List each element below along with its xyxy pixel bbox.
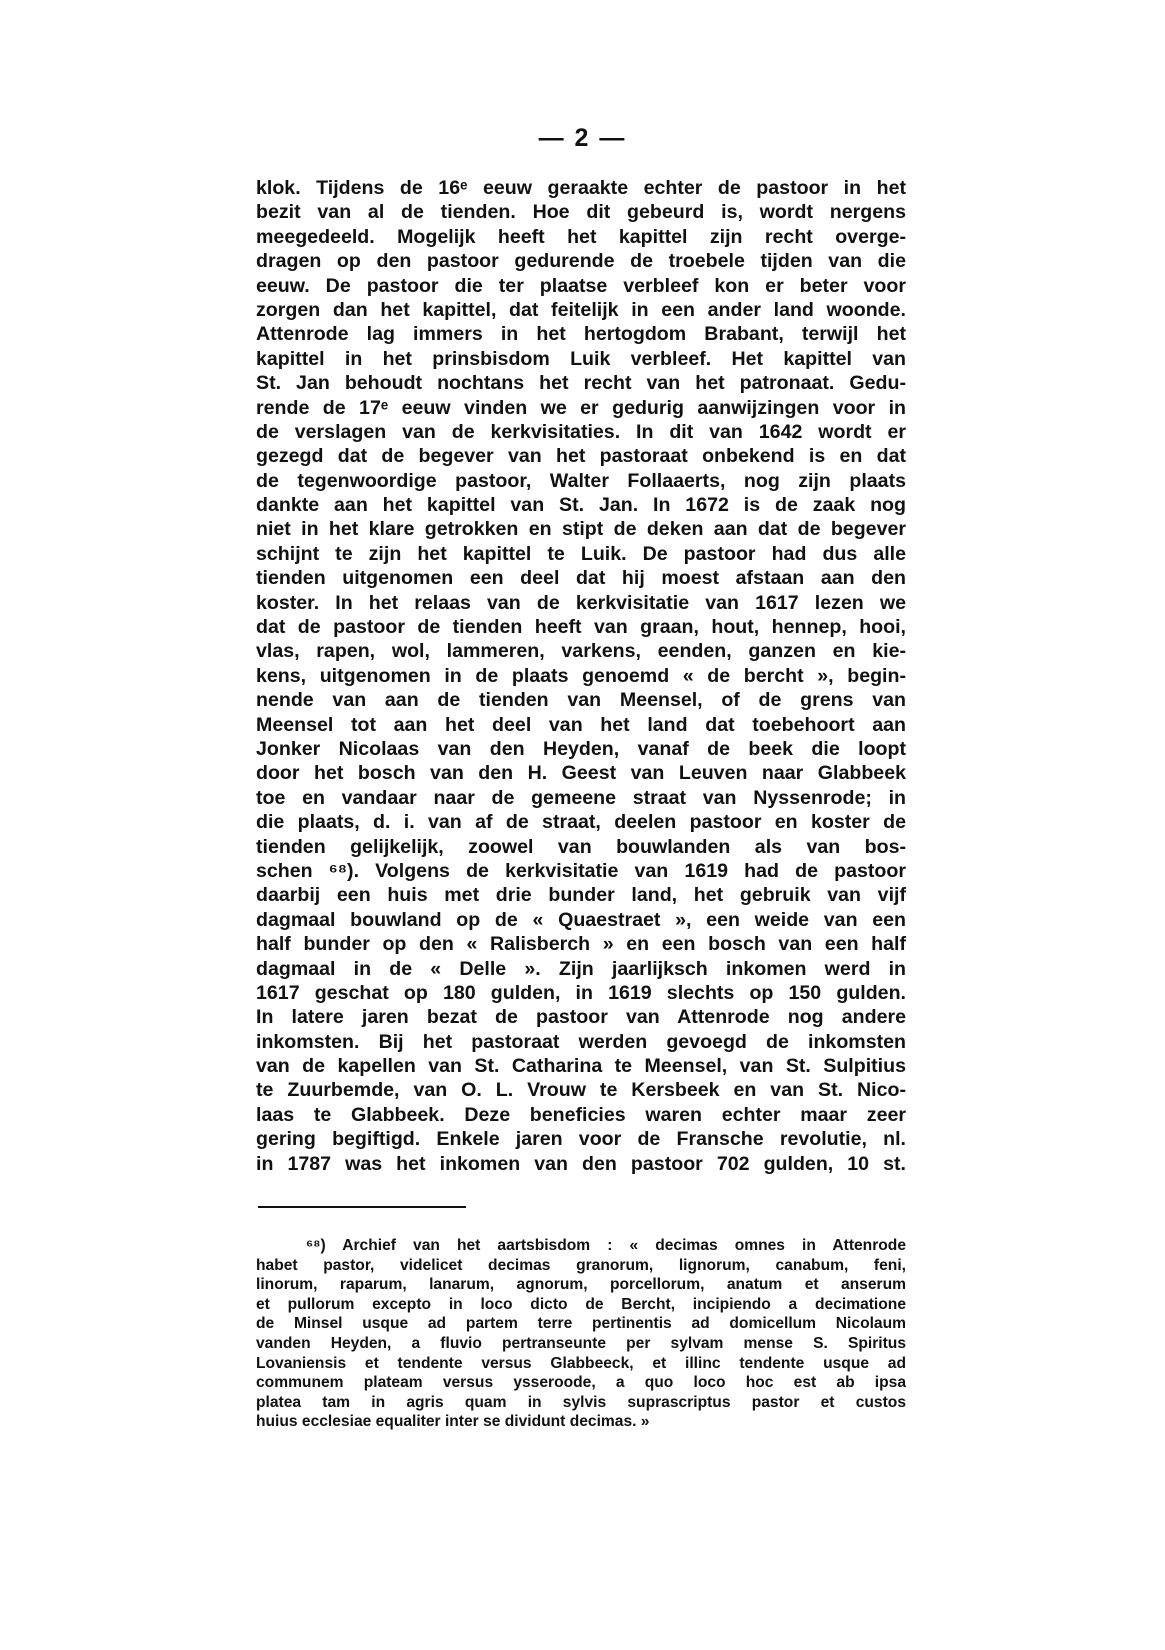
body-line: die plaats, d. i. van af de straat, deelen pastoor en koster de (256, 811, 906, 834)
body-line: gezegd dat de begever van het pastoraat onbekend is en dat (256, 445, 906, 468)
footnote (256, 1236, 906, 1432)
footnote-line: ⁶⁸) Archief van het aartsbisdom : « decimas omnes in Attenrode (306, 1237, 906, 1254)
footnote-line: habet pastor, videlicet decimas granorum, lignorum, canabum, feni, (256, 1256, 906, 1274)
body-line: Meensel tot aan het deel van het land dat toebehoort aan (256, 713, 906, 736)
footnote-separator (258, 1206, 466, 1208)
body-line: niet in het klare getrokken en stipt de deken aan dat de begever (256, 518, 906, 541)
body-line: 1617 geschat op 180 gulden, in 1619 slechts op 150 gulden. (256, 981, 906, 1004)
body-line: schen ⁶⁸). Volgens de kerkvisitatie van 1619 had de pastoor (256, 859, 906, 882)
body-line: toe en vandaar naar de gemeene straat van Nyssenrode; in (256, 786, 906, 809)
body-line: dagmaal bouwland op de « Quaestraet », een weide van een (256, 908, 906, 931)
body-line: eeuw. De pastoor die ter plaatse verbleef kon er beter voor (256, 274, 906, 297)
body-line: kapittel in het prinsbisdom Luik verbleef. Het kapittel van (256, 347, 906, 370)
body-line: Jonker Nicolaas van den Heyden, vanaf de beek die loopt (256, 737, 906, 760)
body-line: kens, uitgenomen in de plaats genoemd « de bercht », begin- (256, 664, 906, 687)
footnote-line: et pullorum excepto in loco dicto de Bercht, incipiendo a decimatione (256, 1295, 906, 1313)
body-line: St. Jan behoudt nochtans het recht van het patronaat. Gedu- (256, 372, 906, 395)
body-line: dagmaal in de « Delle ». Zijn jaarlijksch inkomen werd in (256, 957, 906, 980)
body-line: de tegenwoordige pastoor, Walter Follaaerts, nog zijn plaats (256, 469, 906, 492)
footnote-line: linorum, raparum, lanarum, agnorum, porcellorum, anatum et anserum (256, 1276, 906, 1294)
body-line: dragen op den pastoor gedurende de troebele tijden van die (256, 250, 906, 273)
body-line: dankte aan het kapittel van St. Jan. In 1672 is de zaak nog (256, 494, 906, 517)
body-line: rende de 17ᵉ eeuw vinden we er gedurig aanwijzingen voor in (256, 396, 906, 419)
page-number: — 2 — (538, 124, 627, 152)
body-line: in 1787 was het inkomen van den pastoor 702 gulden, 10 st. (256, 1152, 906, 1175)
footnote-line: huius ecclesiae equaliter inter se dividunt decimas. » (256, 1413, 650, 1431)
body-line: nende van aan de tienden van Meensel, of de grens van (256, 689, 906, 712)
body-line: klok. Tijdens de 16ᵉ eeuw geraakte echter de pastoor in het (256, 177, 906, 199)
body-line: de verslagen van de kerkvisitaties. In dit van 1642 wordt er (256, 420, 906, 443)
body-line: tienden uitgenomen een deel dat hij moest afstaan aan den (256, 567, 906, 590)
body-line: gering begiftigd. Enkele jaren voor de Fransche revolutie, nl. (256, 1128, 906, 1151)
body-line: bezit van al de tienden. Hoe dit gebeurd is, wordt nergens (256, 201, 906, 224)
footnote-line: Lovaniensis et tendente versus Glabbeeck, et illinc tendente usque ad (256, 1354, 906, 1372)
body-line: dat de pastoor de tienden heeft van graan, hout, hennep, hooi, (256, 616, 906, 639)
footnote-line: communem plateam versus ysseroode, a quo loco hoc est ab ipsa (256, 1374, 906, 1392)
body-line: In latere jaren bezat de pastoor van Attenrode nog andere (256, 1006, 906, 1029)
body-line: door het bosch van den H. Geest van Leuven naar Glabbeek (256, 762, 906, 785)
body-line: koster. In het relaas van de kerkvisitatie van 1617 lezen we (256, 591, 906, 614)
body-line: schijnt te zijn het kapittel te Luik. De pastoor had dus alle (256, 542, 906, 565)
body-line: laas te Glabbeek. Deze beneficies waren echter maar zeer (256, 1103, 906, 1126)
footnote-line: vanden Heyden, a fluvio pertranseunte per sylvam mense S. Spiritus (256, 1334, 906, 1352)
body-line: meegedeeld. Mogelijk heeft het kapittel zijn recht overge- (256, 225, 906, 248)
body-line: tienden gelijkelijk, zoowel van bouwlanden als van bos- (256, 835, 906, 858)
body-line: half bunder op den « Ralisberch » en een bosch van een half (256, 933, 906, 956)
footnote-line: platea tam in agris quam in sylvis suprascriptus pastor et custos (256, 1393, 906, 1411)
body-line: Attenrode lag immers in het hertogdom Brabant, terwijl het (256, 323, 906, 346)
body-line: zorgen dan het kapittel, dat feitelijk in een ander land woonde. (256, 298, 906, 321)
body-line: daarbij een huis met drie bunder land, het gebruik van vijf (256, 884, 906, 907)
body-line: vlas, rapen, wol, lammeren, varkens, eenden, ganzen en kie- (256, 640, 906, 663)
body-line: inkomsten. Bij het pastoraat werden gevoegd de inkomsten (256, 1030, 906, 1053)
body-line: van de kapellen van St. Catharina te Meensel, van St. Sulpitius (256, 1055, 906, 1078)
body-line: te Zuurbemde, van O. L. Vrouw te Kersbeek en van St. Nico- (256, 1079, 906, 1102)
body-text (256, 176, 906, 1176)
footnote-line: de Minsel usque ad partem terre pertinentis ad domicellum Nicolaum (256, 1315, 906, 1333)
